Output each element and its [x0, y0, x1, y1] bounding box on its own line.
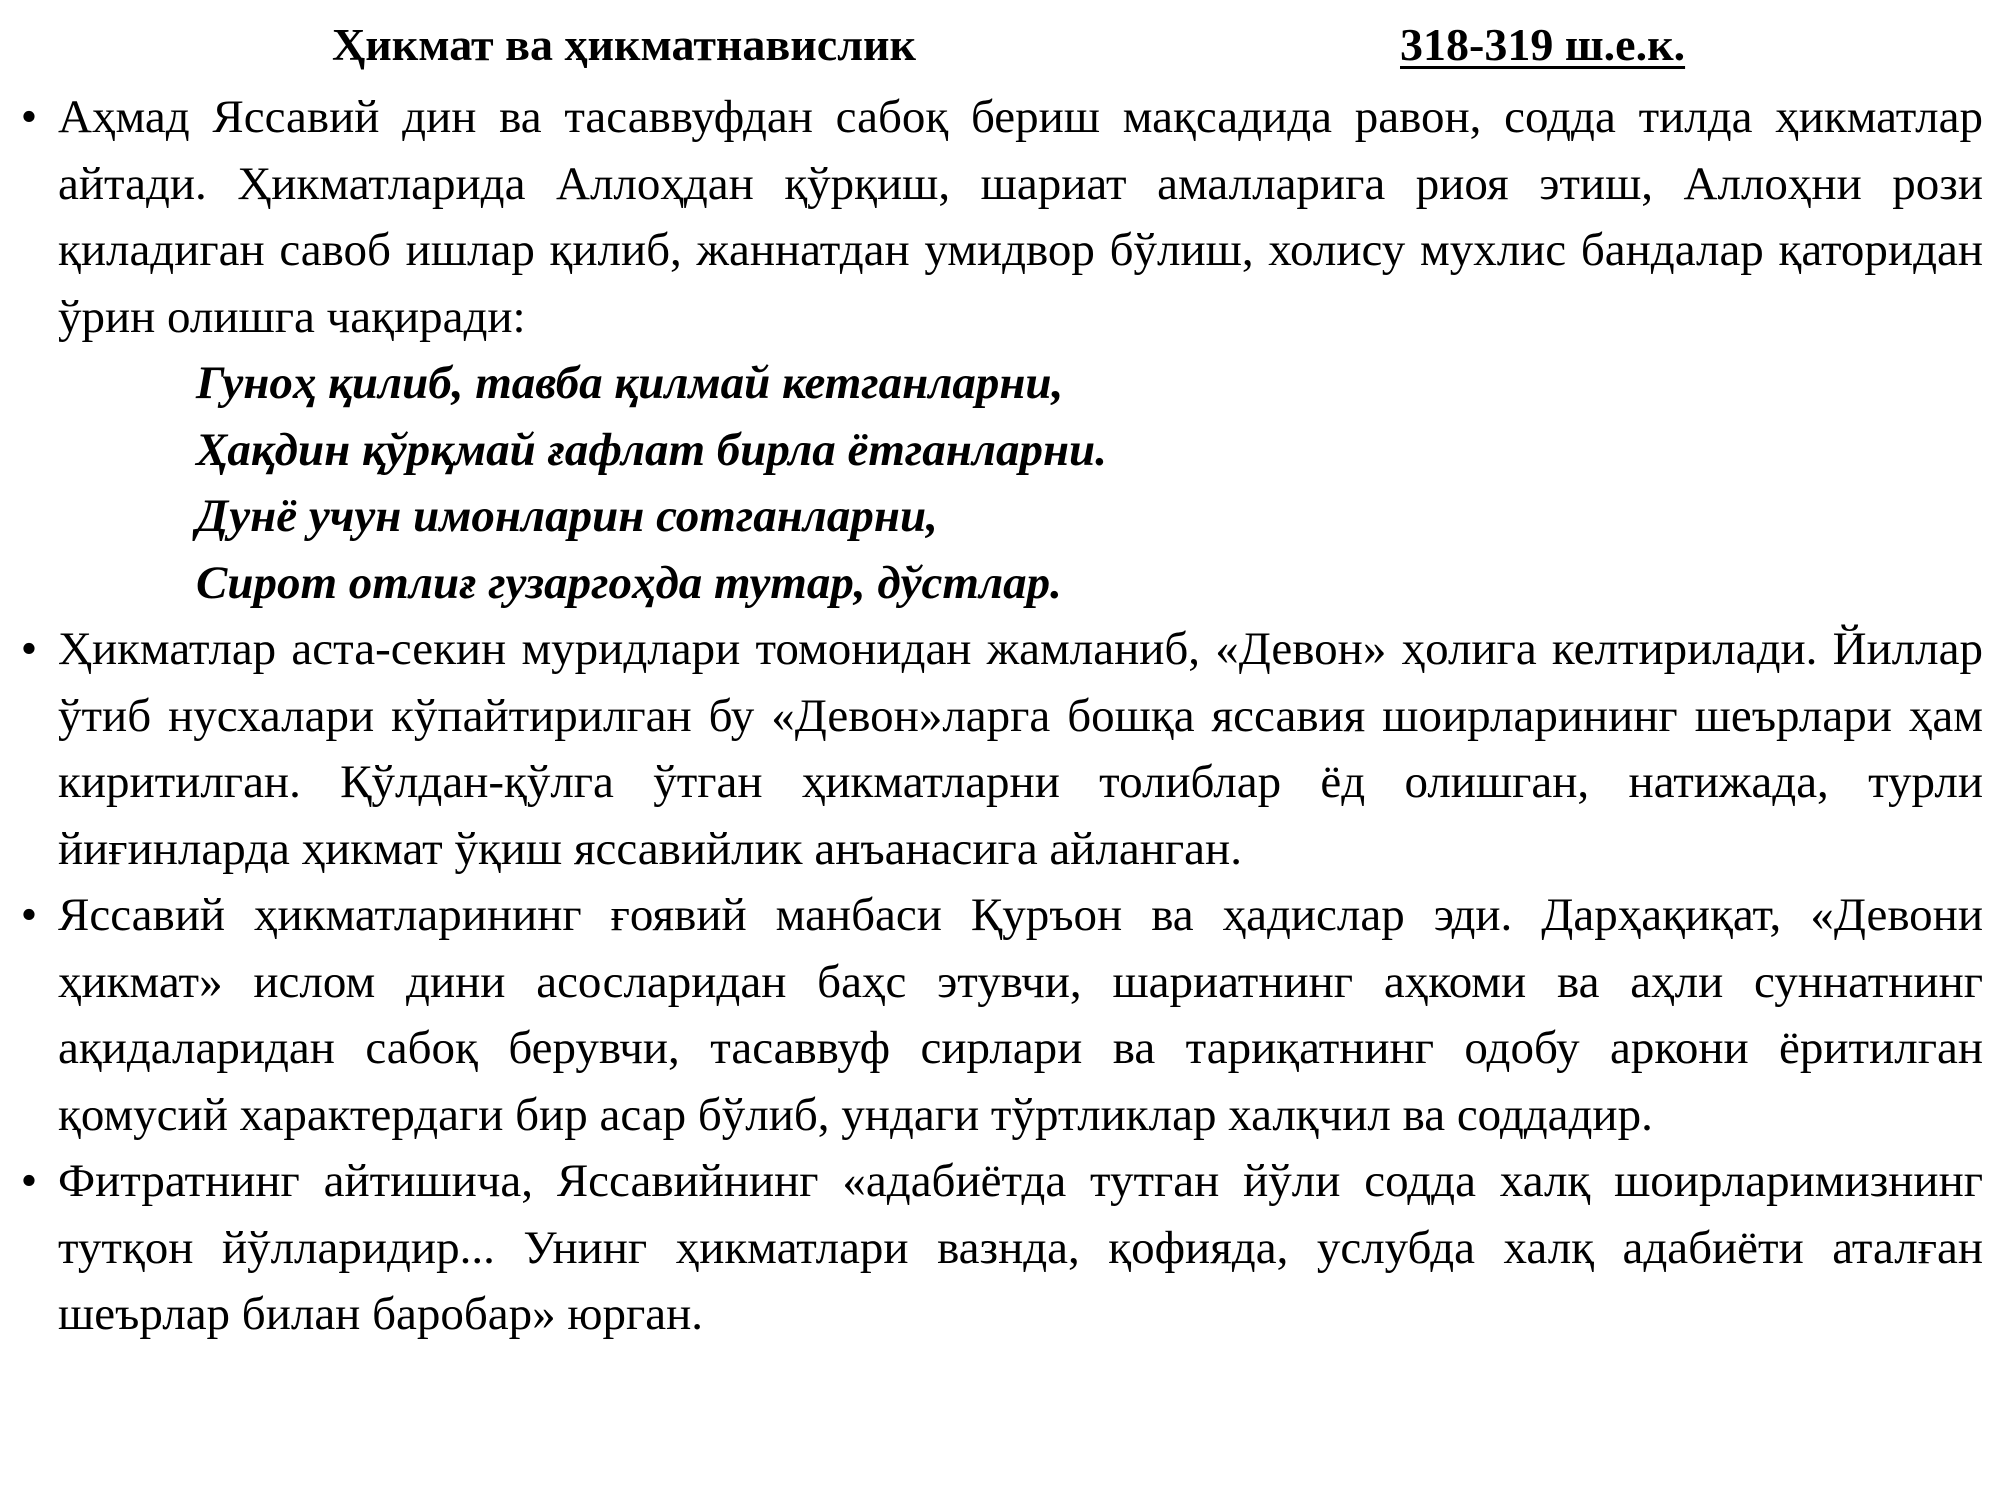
paragraph-text: Яссавий ҳикматларининг ғоявий манбаси Қуръон ва ҳадислар эди. Дарҳақиқат, «Девони ҳикмат» ислом дини асосларидан баҳс этувчи, шариатнинг аҳкоми ва аҳли суннатнинг ақидаларидан сабоқ берувчи, тасаввуф сирлари ва тариқатнинг одобу аркони ёритилган қомусий характердаги бир асар бўлиб, ундаги тўртликлар халқчил ва соддадир.: [58, 889, 1983, 1141]
paragraph-3: [20, 882, 1983, 1148]
paragraph-2: [20, 616, 1983, 882]
bullet-icon: •: [20, 1155, 38, 1207]
poem-line-3: Дунё учун имонларин сотганларни,: [196, 490, 938, 542]
bullet-icon: •: [20, 889, 38, 941]
poem-quote: [58, 350, 1983, 616]
page-reference: 318-319 ш.е.к.: [1400, 19, 1686, 70]
poem-line-1: Гуноҳ қилиб, тавба қилмай кетганларни,: [196, 357, 1064, 409]
paragraph-text: Ҳикматлар аста-секин муридлари томонидан жамланиб, «Девон» ҳолига келтирилади. Йиллар ўтиб нусхалари кўпайтирилган бу «Девон»ларга бошқа яссавия шоирларининг шеърлари ҳам киритилган. Қўлдан-қўлга ўтган ҳикматларни толиблар ёд олишган, натижада, турли йиғинларда ҳикмат ўқиш яссавийлик анъанасига айланган.: [58, 623, 1983, 875]
paragraph-text: Фитратнинг айтишича, Яссавийнинг «адабиётда тутган йўли содда халқ шоирларимизнинг тутқон йўлларидир... Унинг ҳикматлари вазнда, қофияда, услубда халқ адабиёти аталған шеърлар билан баробар» юрган.: [58, 1155, 1983, 1340]
poem-line-2: Ҳақдин қўрқмай ғафлат бирла ётганларни.: [196, 423, 1107, 476]
paragraph-text: Аҳмад Яссавий дин ва тасаввуфдан сабоқ бериш мақсадида равон, содда тилда ҳикматлар айтади. Ҳикматларида Аллоҳдан қўрқиш, шариат амалларига риоя этиш, Аллоҳни рози қиладиган савоб ишлар қилиб, жаннатдан умидвор бўлиш, холису мухлис бандалар қаторидан ўрин олишга чақиради:: [58, 91, 1983, 343]
page-title: Ҳикмат ва ҳикматнавислик: [332, 19, 917, 70]
paragraph-4: [20, 1148, 1983, 1348]
bullet-icon: •: [20, 91, 38, 143]
paragraph-1: [20, 84, 1983, 350]
header: [0, 14, 2000, 76]
poem-line-4: Сирот отлиғ гузаргоҳда тутар, дўстлар.: [196, 556, 1062, 609]
content-body: [20, 84, 1983, 1348]
bullet-icon: •: [20, 623, 38, 675]
